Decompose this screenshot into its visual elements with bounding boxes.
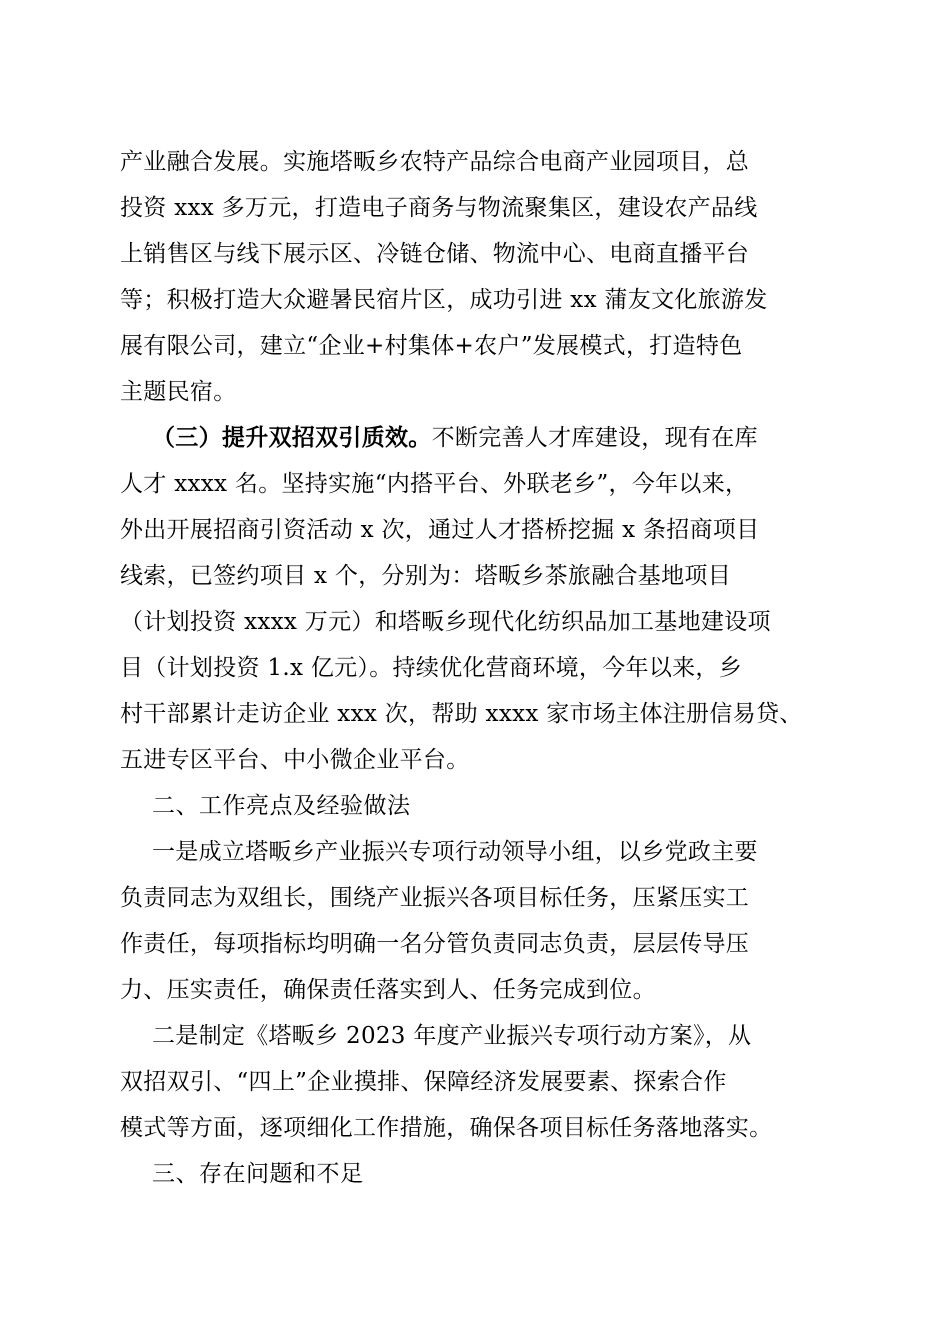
paragraph-line: 投资 xxx 多万元，打造电子商务与物流聚集区，建设农产品线 — [120, 195, 758, 221]
paragraph-line: 等；积极打造大众避暑民宿片区，成功引进 xx 蒲友文化旅游发 — [120, 287, 768, 313]
paragraph-line: 线索，已签约项目 x 个，分别为：塔畈乡茶旅融合基地项目 — [120, 563, 731, 589]
paragraph-line: 一是成立塔畈乡产业振兴专项行动领导小组，以乡党政主要 — [152, 839, 758, 865]
paragraph-line: 负责同志为双组长，围绕产业振兴各项目标任务，压紧压实工 — [120, 885, 750, 911]
paragraph-line: 五进专区平台、中小微企业平台。 — [120, 747, 470, 773]
paragraph-line: 产业融合发展。实施塔畈乡农特产品综合电商产业园项目，总 — [120, 149, 750, 175]
paragraph-line: 双招双引、“四上”企业摸排、保障经济发展要素、探索合作 — [120, 1069, 727, 1095]
paragraph-line: 人才 xxxx 名。坚持实施“内搭平台、外联老乡”，今年以来， — [120, 471, 749, 497]
paragraph-line: （计划投资 xxxx 万元）和塔畈乡现代化纺织品加工基地建设项 — [120, 609, 771, 635]
paragraph-line: 主题民宿。 — [120, 379, 237, 405]
section-heading: 三、存在问题和不足 — [152, 1161, 364, 1187]
subsection-lead: （三）提升双招双引质效。 — [152, 424, 432, 451]
paragraph-line: 二是制定《塔畈乡 2023 年度产业振兴专项行动方案》，从 — [152, 1023, 752, 1049]
paragraph-line: 上销售区与线下展示区、冷链仓储、物流中心、电商直播平台 — [120, 241, 750, 267]
paragraph-line: 村干部累计走访企业 xxx 次，帮助 xxxx 家市场主体注册信易贷、 — [120, 701, 803, 727]
paragraph-line: 外出开展招商引资活动 x 次，通过人才搭桥挖掘 x 条招商项目 — [120, 517, 760, 543]
section-heading: 二、工作亮点及经验做法 — [152, 793, 411, 819]
paragraph-line: 力、压实责任，确保责任落实到人、任务完成到位。 — [120, 977, 656, 1003]
paragraph-line: 模式等方面，逐项细化工作措施，确保各项目标任务落地落实。 — [120, 1115, 773, 1141]
paragraph-line: 展有限公司，建立“企业+村集体+农户”发展模式，打造特色 — [120, 333, 743, 359]
paragraph-line: 目（计划投资 1.x 亿元）。持续优化营商环境，今年以来，乡 — [120, 655, 743, 681]
paragraph-line: 作责任，每项指标均明确一名分管负责同志负责，层层传导压 — [120, 931, 750, 957]
subsection-first-line — [152, 416, 872, 460]
subsection-first-line-rest: 不断完善人才库建设，现有在库 — [431, 425, 758, 451]
